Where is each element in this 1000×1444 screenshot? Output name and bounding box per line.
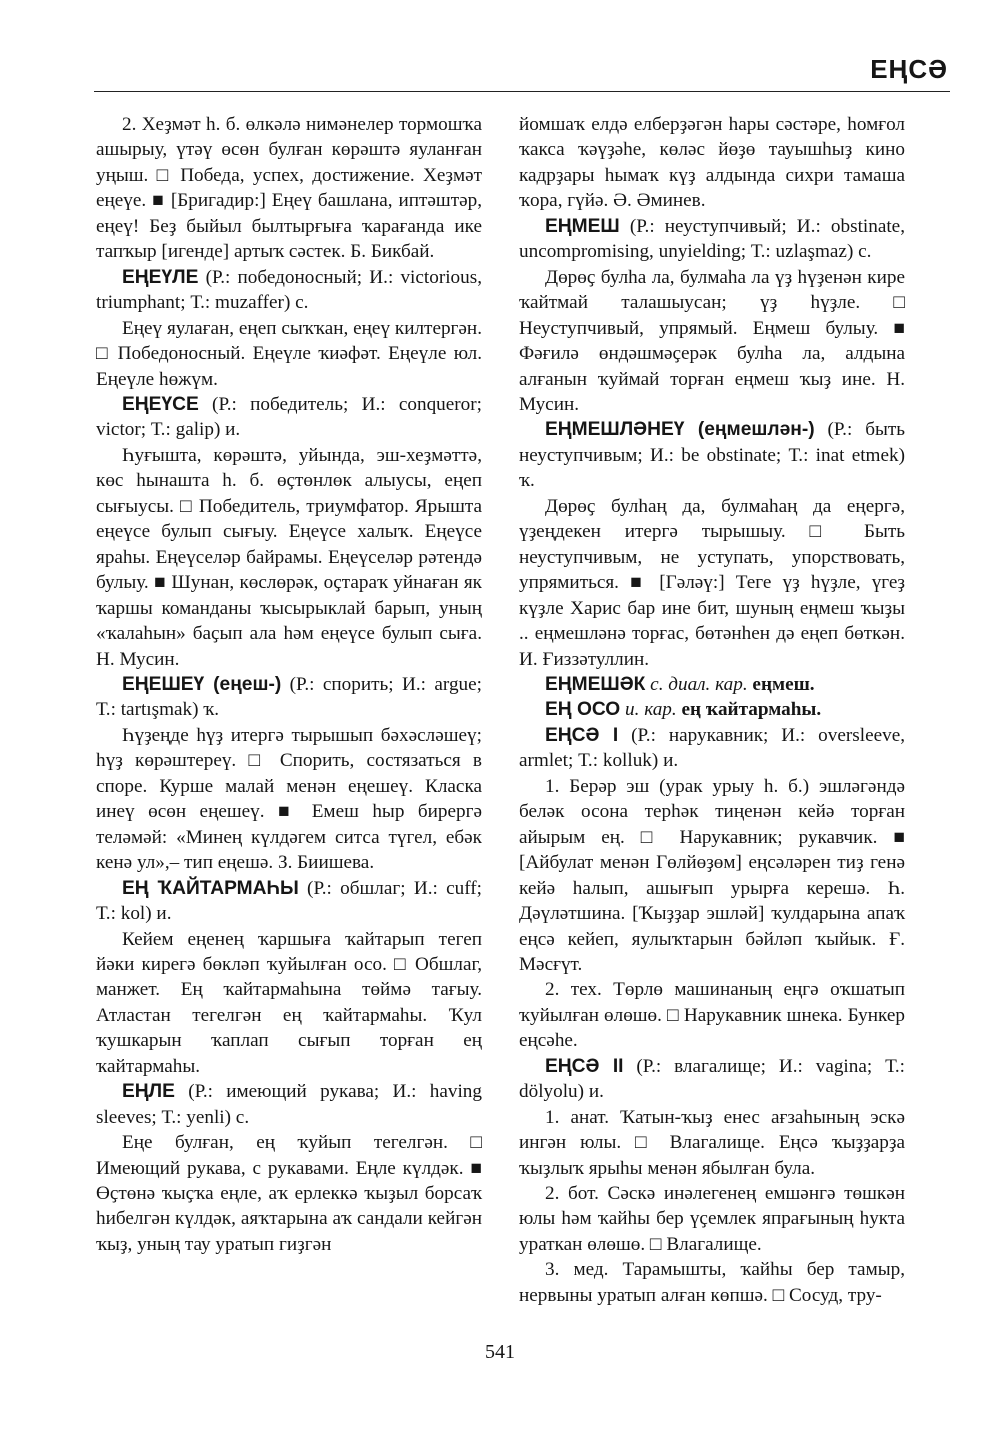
entry-text: 1. Берәр эш (урак урыу һ. б.) эшләгәндә беләк осона терһәк тиңенән кейә торған айырым ең. □ Нарукавник; рукавчик. ■ [Айбулат менән Гөлйөҙөм] еңсәләрен тиҙ генә кейә һалып, ашығып урырға керешә. Һ. Дәүләтшина. [Ҡыҙҙар эшләй] ҡулдарына апаҡ еңсә кейеп, яулыҡтарын бәйләп ҡыйык. Ғ. Мәсғүт.	[519, 775, 905, 975]
entry-grammar: и. кар.	[620, 699, 682, 721]
header-rule	[94, 91, 950, 92]
headword: ЕҢЕҮСЕ	[122, 393, 199, 415]
left-column	[96, 112, 482, 1257]
cross-reference: ең ҡайтармаһы.	[681, 699, 822, 721]
entry	[519, 417, 905, 493]
entry-grammar: (Р.: быть неуступчивым; И.: be obstinate; Т.: inat etmek) ҡ.	[519, 419, 905, 492]
entry-text: Еңеү яулаған, еңеп сыҡҡан, еңеү килтергән. □ Победоносный. Еңеүле ҡиәфәт. Еңеүле юл. Еңеүле һөжүм.	[96, 317, 482, 390]
entry-grammar: (Р.: имеющий рукава; И.: having sleeves; Т.: yenli) с.	[96, 1081, 482, 1128]
entry-grammar: (Р.: победоносный; И.: victorious, triumphant; Т.: muzaffer) с.	[96, 266, 482, 314]
headword: ЕҢСӘ II	[545, 1055, 624, 1077]
entry	[519, 1054, 905, 1105]
entry-text: 2. тех. Төрлө машинаның еңгә оҡшатып ҡуйылған өлөшө. □ Нарукавник шнека. Бункер еңсәһе.	[519, 979, 905, 1052]
headword: ЕҢЕҮЛЕ	[122, 266, 199, 288]
entry-text: 2. бот. Сәскә инәлегенең емшәнгә төшкән юлы һәм ҡайһы бер үҫемлек япрағының һукта ураткан өлөшө. □ Влагалище.	[519, 1183, 905, 1255]
entry	[519, 697, 905, 722]
entry	[519, 723, 905, 774]
entry	[96, 1079, 482, 1130]
entry-text: 1. анат. Ҡатын-ҡыҙ енес ағзаһының эскә ингән юлы. □ Влагалище. Еңсә ҡыҙҙарҙа ҡыҙлыҡ ярыһы менән ябылған була.	[519, 1106, 905, 1179]
headword: ЕҢМЕШӘК	[545, 673, 646, 695]
entry-grammar: (Р.: спорить; И.: argue; Т.: tartışmak) ҡ.	[96, 673, 482, 721]
entry-grammar: (Р.: неуступчивый; И.: obstinate, uncompromising, unyielding; Т.: uzlaşmaz) с.	[519, 215, 905, 263]
entry-grammar: (Р.: нарукавник; И.: oversleeve, armlet; Т.: kolluk) и.	[519, 724, 906, 772]
entry	[96, 392, 482, 443]
entry-text: Һуғышта, көрәштә, уйында, эш-хеҙмәттә, көс һынашта һ. б. өҫтөнлөк алыусы, еңеп сығыусы. □ Победитель, триумфатор. Ярышта еңеүсе булып сығыу. Еңеүсе халыҡ. Еңеүсе яраһы. Еңеүселәр байрамы. Еңеүселәр рәтендә булыу. ■ Шунан, көслөрәк, оҫтараҡ уйнаған як ҡаршы команданы ҡысырыклай барып, уның «ҡалаһын» баҫып ала һәм еңеүсе булып сыға. Н. Мусин.	[96, 444, 482, 670]
entry-text: Дөрөҫ булһаң да, булмаһаң да еңергә, үҙеңдекен итергә тырышыу. □ Быть неуступчивым, не уступать, упорствовать, упрямиться. ■ [Гәләү:] Теге үҙ һүҙле, үгеҙ күҙле Харис бар ине бит, шуның еңмеш ҡыҙы .. еңмешләнә торғас, бөтәнһен дә еңеп бөткән. И. Ғиззәтуллин.	[519, 495, 905, 670]
entry-grammar: (Р.: обшлаг; И.: cuff; Т.: kol) и.	[96, 877, 482, 925]
entry-grammar: (Р.: влагалище; И.: vagina; Т.: dölyolu) и.	[519, 1055, 906, 1103]
entry-text: 3. мед. Тарамышты, ҡайһы бер тамыр, нервыны уратып алған көпшә. □ Сосуд, тру-	[519, 1259, 905, 1306]
entry-text: Кейем еңенең ҡаршыға ҡайтарып тегеп йәки кирегә бөкләп ҡуйылған осо. □ Обшлаг, манжет. Ең ҡайтармаһына төймә тағыу. Атластан тегелгән ең ҡайтармаһы. Ҡул ҡушкарын ҡаплап сығып торған ең ҡайтармаһы.	[96, 928, 482, 1077]
entry	[96, 876, 482, 927]
entry	[96, 672, 482, 723]
headword: ЕҢ ҠАЙТАРМАҺЫ	[122, 877, 299, 899]
headword: ЕҢМЕШЛӘНЕҮ (еңмешлән-)	[545, 419, 815, 441]
right-column	[519, 112, 905, 1308]
entry	[519, 672, 905, 697]
headword: ЕҢ ОСО	[545, 699, 621, 721]
page-number: 541	[485, 1341, 515, 1363]
headword: ЕҢМЕШ	[545, 215, 620, 237]
headword: ЕҢЕШЕҮ (еңеш-)	[122, 673, 282, 695]
entry-grammar: (Р.: победитель; И.: conqueror; victor; Т.: galip) и.	[96, 393, 482, 441]
headword: ЕҢЛЕ	[122, 1081, 175, 1103]
entry-text: Еңе булған, ең ҡуйып тегелгән. □ Имеющий рукава, с рукавами. Еңле күлдәк. ■ Өҫтөнә ҡыҫҡа еңле, аҡ ерлеккә ҡыҙыл борсаҡ һибелгән күлдәк, аяҡтарына аҡ сандали кейгән ҡыҙ, уның тау уратып гиҙгән	[96, 1132, 482, 1255]
entry-text: Дөрөҫ булһа ла, булмаһа ла үҙ һүҙенән кире ҡайтмай талашыусан; үҙ һүҙле. □ Неуступчивый, упрямый. Еңмеш булыу. ■ Фәғилә өндәшмәҫерәк булһа ла, алдына алғанын ҡуймай торған еңмеш ҡыҙ ине. Н. Мусин.	[519, 266, 905, 415]
headword: ЕҢСӘ I	[545, 724, 619, 746]
entry	[96, 265, 482, 316]
entry-text: 2. Хеҙмәт һ. б. өлкәлә нимәнелер тормошҡа ашырыу, үтәү өсөн булған көрәштә яуланған уңыш. □ Победа, успех, достижение. Хеҙмәт еңеүе. ■ [Бригадир:] Еңеү башлана, иптәштәр, еңеү! Беҙ быйыл былтырғыға ҡарағанда ике тапҡыр [игенде] артыҡ сәстек. Б. Бикбай.	[96, 114, 482, 263]
running-head: ЕҢСӘ	[870, 54, 948, 84]
entry-grammar: с. диал. кар.	[645, 673, 753, 695]
entry-text: Һүҙеңде һүҙ итергә тырышып бәхәсләшеү; һүҙ көрәштереү. □ Спорить, состязаться в споре. Курше малай менән еңешеү. Класка инеү өсөн еңешеү. ■ Емеш һыр бирергә теләмәй: «Минең күлдәгем ситса түгел, ебәк кенә ул»,– тип еңешә. З. Биишева.	[96, 724, 482, 874]
cross-reference: еңмеш.	[752, 673, 815, 695]
entry	[519, 214, 905, 265]
entry-text: йомшаҡ елдә елберҙәгән һары сәстәре, һомғол ҡакса ҡәүҙәһе, көләс йөҙө тауышһыҙ кино кадрҙары һымаҡ күҙ алдында сихри тамаша ҡора, гүйә. Ә. Әминев.	[519, 114, 905, 212]
